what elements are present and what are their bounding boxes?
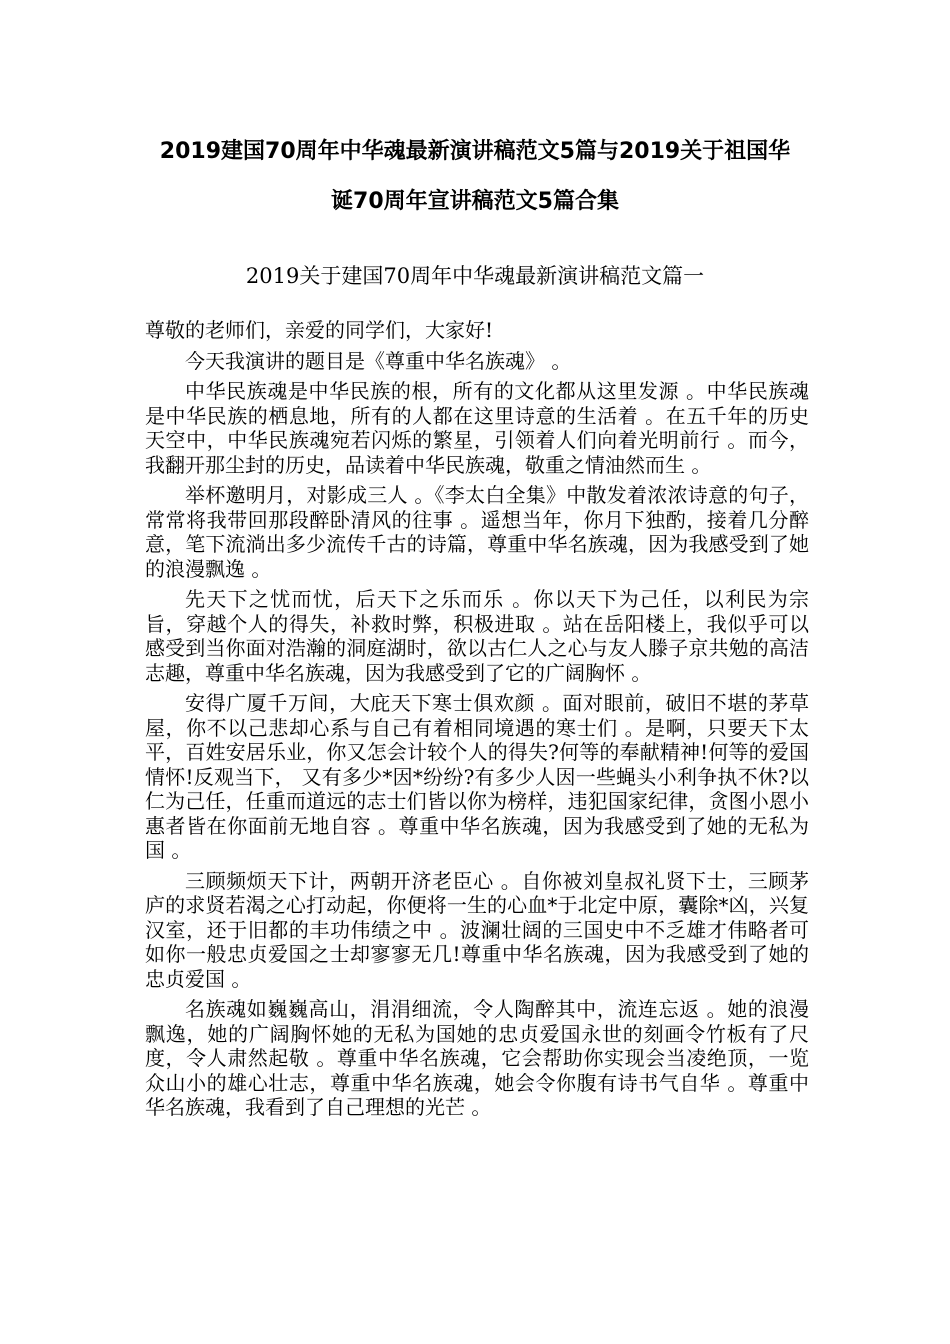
paragraph: 安得广厦千万间，大庇天下寒士俱欢颜 。面对眼前，破旧不堪的茅草屋，你不以己悲却心系与自己有着相同境遇的寒士们 。是啊，只要天下太平，百姓安居乐业，你又怎会计较个人的得失?何等的奉献精神!何等的爱国情怀!反观当下， 又有多少*因*纷纷?有多少人因一些蝇头小利争执不休?以仁为己任，任重而道远的志士们皆以你为榜样，违犯国家纪律，贪图小恩小惠者皆在你面前无地自容 。尊重中华名族魂，因为我感受到了她的无私为国 。 — [145, 691, 809, 862]
document-title-line-2: 诞70周年宣讲稿范文5篇合集 — [331, 189, 619, 214]
paragraph: 三顾频烦天下计，两朝开济老臣心 。自你被刘皇叔礼贤下士，三顾茅庐的求贤若渴之心打动起，你便将一生的心血*于北定中原，囊除*凶，兴复汉室，还于旧都的丰功伟绩之中 。波澜壮阔的三国史中不乏雄才伟略者可如你一般忠贞爱国之士却寥寥无几!尊重中华名族魂，因为我感受到了她的忠贞爱国 。 — [145, 868, 809, 991]
paragraph-greeting: 尊敬的老师们，亲爱的同学们，大家好! — [145, 318, 494, 342]
document-title-line-1: 2019建国70周年中华魂最新演讲稿范文5篇与2019关于祖国华 — [159, 139, 791, 164]
document-body — [145, 318, 809, 1126]
paragraph: 举杯邀明月，对影成三人 。《李太白全集》中散发着浓浓诗意的句子，常常将我带回那段醉卧清风的往事 。遥想当年，你月下独酌，接着几分醉意，笔下流淌出多少流传千古的诗篇，尊重中华名族魂，因为我感受到了她的浪漫飘逸 。 — [145, 483, 809, 581]
paragraph: 名族魂如巍巍高山，涓涓细流，令人陶醉其中，流连忘返 。她的浪漫飘逸，她的广阔胸怀她的无私为国她的忠贞爱国永世的刻画令竹板有了尺度，令人肃然起敬 。尊重中华名族魂，它会帮助你实现会当凌绝顶，一览众山小的雄心壮志，尊重中华名族魂，她会令你腹有诗书气自华 。尊重中华名族魂，我看到了自己理想的光芒 。 — [145, 997, 809, 1119]
paragraph-topic: 今天我演讲的题目是《尊重中华名族魂》 。 — [185, 348, 572, 373]
section-heading: 2019关于建国70周年中华魂最新演讲稿范文篇一 — [245, 264, 705, 288]
paragraph: 中华民族魂是中华民族的根，所有的文化都从这里发源 。中华民族魂是中华民族的栖息地，所有的人都在这里诗意的生活着 。在五千年的历史天空中，中华民族魂宛若闪烁的繁星，引领着人们向着光明前行 。而今，我翻开那尘封的历史，品读着中华民族魂，敬重之情油然而生 。 — [145, 379, 809, 477]
paragraph: 先天下之忧而忧，后天下之乐而乐 。你以天下为己任，以利民为宗旨，穿越个人的得失，补救时弊，积极进取 。站在岳阳楼上，我似乎可以感受到当你面对浩瀚的洞庭湖时，欲以古仁人之心与友人滕子京共勉的高洁志趣，尊重中华名族魂，因为我感受到了它的广阔胸怀 。 — [145, 587, 809, 685]
